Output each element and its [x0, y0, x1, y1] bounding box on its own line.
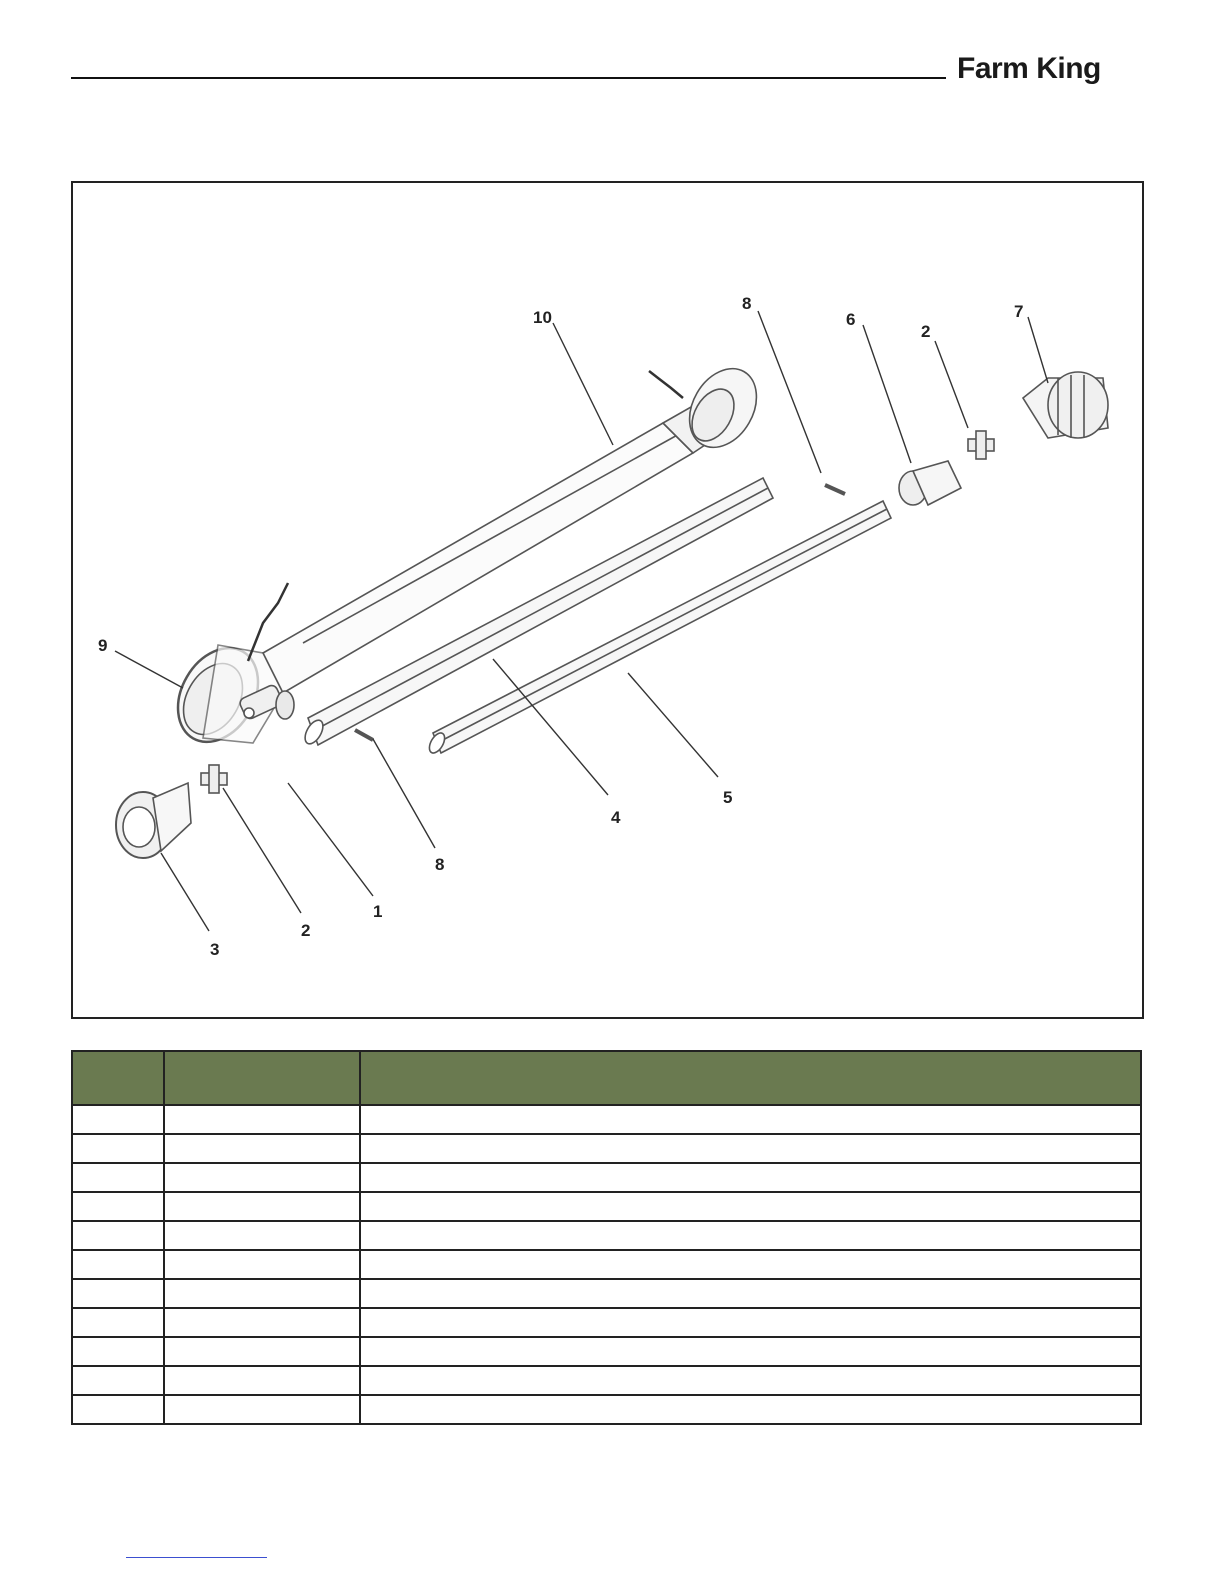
clutch-yoke — [1023, 372, 1108, 438]
callout-5: 5 — [723, 788, 733, 807]
cell-item — [72, 1308, 164, 1337]
table-row — [72, 1366, 1141, 1395]
cell-item — [72, 1221, 164, 1250]
callout-2-right: 2 — [921, 322, 931, 341]
cell-description — [360, 1163, 1141, 1192]
cell-description — [360, 1395, 1141, 1424]
cell-part — [164, 1308, 360, 1337]
parts-table — [71, 1050, 1142, 1425]
cell-item — [72, 1163, 164, 1192]
cell-description — [360, 1221, 1141, 1250]
table-row — [72, 1279, 1141, 1308]
cell-description — [360, 1366, 1141, 1395]
cell-item — [72, 1366, 164, 1395]
cell-part — [164, 1163, 360, 1192]
cell-item — [72, 1395, 164, 1424]
header-rule — [71, 77, 946, 79]
cell-description — [360, 1192, 1141, 1221]
callout-9: 9 — [98, 636, 108, 655]
footer-link-underline[interactable] — [126, 1557, 267, 1558]
callout-1: 1 — [373, 902, 383, 921]
cell-item — [72, 1192, 164, 1221]
exploded-parts-diagram — [71, 181, 1144, 1019]
table-row — [72, 1163, 1141, 1192]
table-row — [72, 1221, 1141, 1250]
cell-item — [72, 1105, 164, 1134]
cell-description — [360, 1337, 1141, 1366]
cell-part — [164, 1250, 360, 1279]
callout-4: 4 — [611, 808, 621, 827]
callout-3: 3 — [210, 940, 220, 959]
header-description — [360, 1051, 1141, 1105]
parts-table-header — [72, 1051, 1141, 1105]
cell-item — [72, 1250, 164, 1279]
cell-description — [360, 1308, 1141, 1337]
cell-part — [164, 1337, 360, 1366]
cell-description — [360, 1105, 1141, 1134]
driveshaft-illustration — [73, 183, 1142, 1017]
cell-part — [164, 1279, 360, 1308]
cell-item — [72, 1337, 164, 1366]
cell-item — [72, 1279, 164, 1308]
header-item — [72, 1051, 164, 1105]
callout-2-left: 2 — [301, 921, 311, 940]
cell-description — [360, 1134, 1141, 1163]
roll-pin — [355, 730, 373, 740]
callout-8-bottom: 8 — [435, 855, 445, 874]
callout-8-top: 8 — [742, 294, 752, 313]
table-row — [72, 1192, 1141, 1221]
header-part-number — [164, 1051, 360, 1105]
callout-7: 7 — [1014, 302, 1024, 321]
cell-description — [360, 1279, 1141, 1308]
brand-logo: Farm King — [957, 52, 1101, 85]
table-row — [72, 1134, 1141, 1163]
table-row — [72, 1250, 1141, 1279]
cell-part — [164, 1192, 360, 1221]
callout-10: 10 — [533, 308, 552, 327]
callout-6: 6 — [846, 310, 856, 329]
outer-yoke — [899, 461, 961, 505]
table-row — [72, 1308, 1141, 1337]
cell-part — [164, 1134, 360, 1163]
cell-part — [164, 1105, 360, 1134]
cell-part — [164, 1366, 360, 1395]
splined-yoke — [116, 783, 191, 858]
cell-item — [72, 1134, 164, 1163]
table-row — [72, 1105, 1141, 1134]
table-row — [72, 1395, 1141, 1424]
roll-pin — [825, 485, 845, 494]
cell-part — [164, 1395, 360, 1424]
cell-part — [164, 1221, 360, 1250]
cell-description — [360, 1250, 1141, 1279]
cross-kit — [968, 431, 994, 459]
table-row — [72, 1337, 1141, 1366]
